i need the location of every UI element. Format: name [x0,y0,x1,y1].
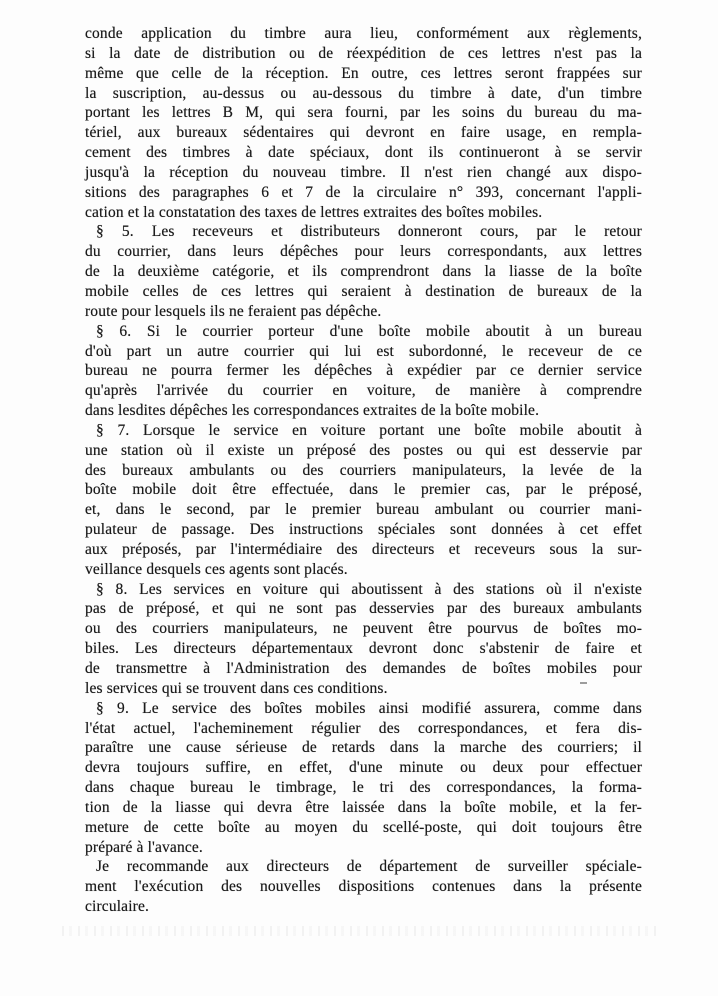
text-line: cation et la constatation des taxes de lettres extraites des boîtes mobiles. [85,203,543,221]
text-line: portant les lettres B M, qui sera fourni, par les soins du bureau du ma- [85,104,642,122]
text-line: si la date de distribution ou de réexpédition de ces lettres n'est pas la [85,44,642,62]
text-line: § 7. Lorsque le service en voiture portant une boîte mobile aboutit à [96,421,642,439]
page-text-block [85,24,642,917]
text-line: tériel, aux bureaux sédentaires qui devront en faire usage, en rempla- [85,124,642,142]
text-line: veillance desquels ces agents sont placés. [85,560,348,578]
text-line: l'état actuel, l'acheminement régulier des correspondances, et fera dis- [85,719,642,737]
text-line: des bureaux ambulants ou des courriers manipulateurs, la levée de la [85,461,642,479]
text-line: boîte mobile doit être effectuée, dans le premier cas, par le préposé, [85,481,642,499]
text-line: § 9. Le service des boîtes mobiles ainsi modifié assurera, comme dans [96,699,642,717]
text-line: jusqu'à la réception du nouveau timbre. Il n'est rien changé aux dispo- [85,163,642,181]
paragraph-continuation-paragraph [85,24,642,222]
text-line: route pour lesquels ils ne feraient pas dépêche. [85,302,382,320]
text-line: ou des courriers manipulateurs, ne peuvent être pourvus de boîtes mo- [85,620,642,638]
paragraph-section-6 [85,322,642,421]
text-line: tion de la liasse qui devra être laissée dans la boîte mobile, et la fer- [85,798,642,816]
text-line: d'où part un autre courrier qui lui est subordonné, le receveur de ce [85,342,642,360]
text-line: pulateur de passage. Des instructions spéciales sont données à cet effet [85,521,642,539]
text-line: mobile celles de ces lettres qui seraient à destination de bureaux de la [85,282,642,300]
text-line: qu'après l'arrivée du courrier en voiture, de manière à comprendre [85,382,642,400]
text-line: circulaire. [85,898,150,916]
text-line: sitions des paragraphes 6 et 7 de la circulaire n° 393, concernant l'appli- [85,183,642,201]
paragraph-section-7 [85,421,642,580]
scan-artifact [580,682,587,684]
text-line: biles. Les directeurs départementaux devront donc s'abstenir de faire et [85,640,642,658]
text-line: § 5. Les receveurs et distributeurs donneront cours, par le retour [96,223,642,241]
text-line: aux préposés, par l'intermédiaire des directeurs et receveurs sous la sur- [85,540,642,558]
text-line: paraître une cause sérieuse de retards dans la marche des courriers; il [85,739,642,757]
text-line: dans lesdites dépêches les correspondances extraites de la boîte mobile. [85,402,540,420]
text-line: même que celle de la réception. En outre, ces lettres seront frappées sur [85,64,642,82]
text-line: du courrier, dans leurs dépêches pour leurs correspondants, aux lettres [85,243,642,261]
text-line: de la deuxième catégorie, et ils comprendront dans la liasse de la boîte [85,263,642,281]
text-line: cement des timbres à date spéciaux, dont ils continueront à se servir [85,144,642,162]
text-line: ment l'exécution des nouvelles dispositions contenues dans la présente [85,878,642,896]
text-line: de transmettre à l'Administration des demandes de boîtes mobiles pour [85,660,642,677]
text-line: conde application du timbre aura lieu, conformément aux règlements, [85,25,642,42]
text-line: meture de cette boîte au moyen du scellé-poste, qui doit toujours être [85,818,642,836]
text-line: § 6. Si le courrier porteur d'une boîte mobile aboutit à un bureau [96,322,642,340]
scan-noise-bleedthrough [62,926,658,936]
text-line: la suscription, au-dessus ou au-dessous du timbre à date, d'un timbre [85,84,642,102]
text-line: pas de préposé, et qui ne sont pas desservies par des bureaux ambulants [85,600,642,618]
text-line: dans chaque bureau le timbrage, le tri des correspondances, la forma- [85,779,642,797]
text-line: une station où il existe un préposé des postes ou qui est desservie par [85,441,642,459]
text-line: devra toujours suffire, en effet, d'une minute ou deux pour effectuer [85,759,642,777]
paragraph-closing-paragraph [85,857,642,917]
paragraph-section-5 [85,222,642,321]
text-line: et, dans le second, par le premier bureau ambulant ou courrier mani- [85,501,642,519]
paragraph-section-8 [85,580,642,699]
text-line: les services qui se trouvent dans ces conditions. [85,679,388,697]
text-line: § 8. Les services en voiture qui aboutissent à des stations où il n'existe [96,580,642,598]
paragraph-section-9 [85,699,642,858]
text-line: Je recommande aux directeurs de département de surveiller spéciale- [96,858,642,876]
text-line: préparé à l'avance. [85,838,203,856]
text-line: bureau ne pourra fermer les dépêches à expédier par ce dernier service [85,362,642,380]
